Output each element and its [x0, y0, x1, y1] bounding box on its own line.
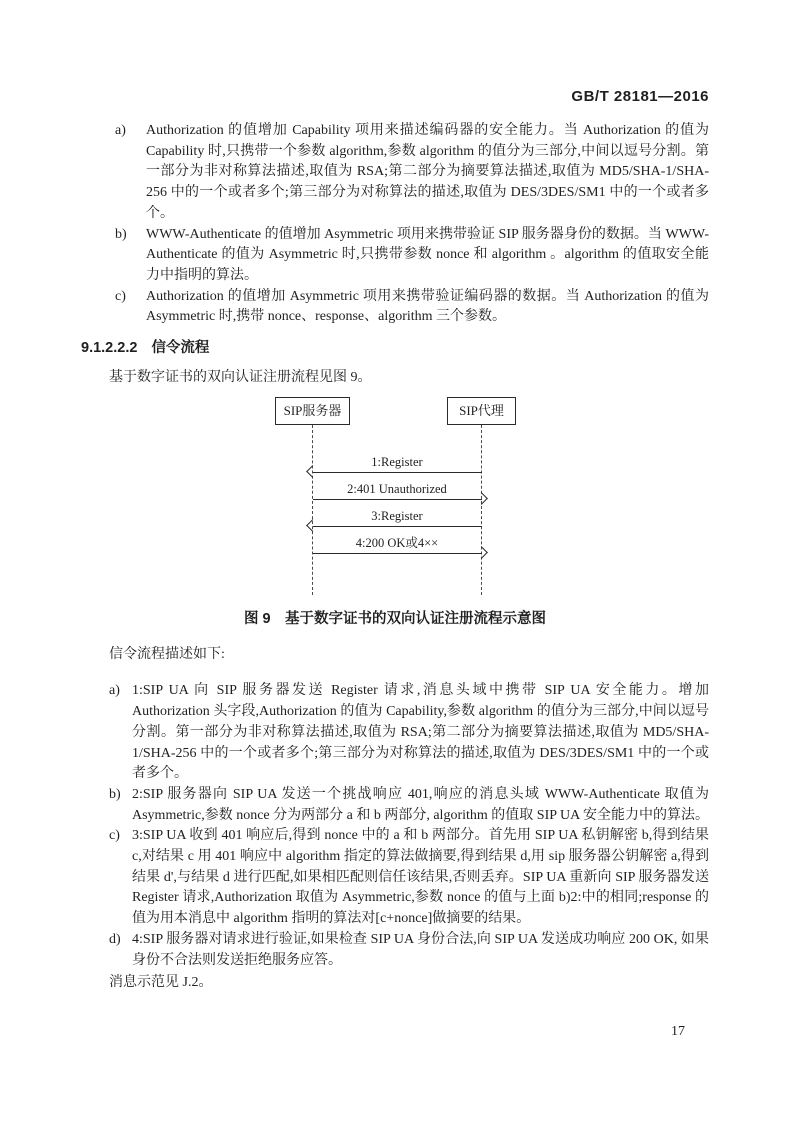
intro-paragraph: 基于数字证书的双向认证注册流程见图 9。	[109, 370, 372, 386]
message-label: 4:200 OK或4××	[355, 535, 439, 550]
list-item	[109, 930, 709, 971]
section-number: 9.1.2.2.2	[81, 340, 138, 357]
figure-caption: 图 9 基于数字证书的双向认证注册流程示意图	[243, 610, 547, 627]
doc-code: GB/T 28181—2016	[571, 88, 709, 105]
item-text: 4:SIP 服务器对请求进行验证,如果检查 SIP UA 身份合法,向 SIP UA 发送成功响应 200 OK, 如果身份不合法则发送拒绝服务应答。	[132, 931, 709, 968]
item-text: 3:SIP UA 收到 401 响应后,得到 nonce 中的 a 和 b 两部分。首先用 SIP UA 私钥解密 b,得到结果 c,对结果 c 用 401 响应中 algorithm 指定的算法做摘要,得到结果 d,用 sip 服务器公钥解密 a,得到结果 d',与结果 d 进行匹配,如果相匹配则信任该结果,否则丢弃。SIP UA 重新向 SIP 服务器发送 Register 请求,Authorization 取值为 Asymmetric,参数 nonce 的值与上面 b)2:中的相同;response 的值为用本消息中 algorithm 指明的算法对[c+nonce]做摘要的结果。	[132, 828, 709, 927]
item-label: a)	[115, 123, 126, 138]
flow-steps-list	[81, 681, 709, 971]
list-item	[115, 225, 709, 287]
item-label: c)	[115, 288, 126, 304]
list-item	[109, 681, 709, 785]
list-item	[109, 785, 709, 826]
list-item	[109, 826, 709, 930]
actor-box-sip-server: SIP服务器	[275, 397, 350, 425]
list-item	[115, 121, 709, 225]
message-line	[313, 472, 482, 473]
item-label: a)	[109, 683, 120, 699]
message-label: 3:Register	[371, 508, 423, 523]
message-label: 2:401 Unauthorized	[347, 481, 447, 496]
item-text: 1:SIP UA 向 SIP 服务器发送 Register 请求,消息头域中携带 SIP UA 安全能力。增加 Authorization 头字段,Authorization 的值为 Capability,参数 algorithm 的值分为三部分,中间以逗号分割。第一部分为非对称算法描述,取值为 RSA;第二部分为摘要算法描述,取值为 MD5/SHA-1/SHA-256 中的一个或者多个;第三部分为对称算法的描述,取值为 DES/3DES/SM1 中的一个或者多个。	[132, 683, 709, 782]
closing-note: 消息示范见 J.2。	[109, 975, 213, 991]
item-label: b)	[109, 786, 121, 802]
message-line	[313, 499, 482, 500]
item-label: d)	[109, 931, 121, 947]
item-text: WWW-Authenticate 的值增加 Asymmetric 项用来携带验证 SIP 服务器身份的数据。当 WWW-Authenticate 的值为 Asymmetric 时,只携带参数 nonce 和 algorithm 。algorithm 的值取安全能力中指明的算法。	[146, 226, 709, 283]
message-line	[313, 526, 482, 527]
security-capability-list	[81, 121, 709, 328]
section-heading	[81, 338, 709, 359]
section-title: 信令流程	[151, 340, 210, 357]
item-label: b)	[115, 226, 127, 242]
item-label: c)	[109, 828, 120, 844]
item-text: 2:SIP 服务器向 SIP UA 发送一个挑战响应 401,响应的消息头域 WWW-Authenticate 取值为 Asymmetric,参数 nonce 分为两部分 a 和 b 两部分, algorithm 的值取 SIP UA 安全能力中的算法。	[132, 786, 709, 823]
page-number: 17	[671, 1024, 685, 1039]
item-text: Authorization 的值增加 Asymmetric 项用来携带验证编码器的数据。当 Authorization 的值为 Asymmetric 时,携带 nonce、response、algorithm 三个参数。	[146, 288, 709, 325]
item-text: Authorization 的值增加 Capability 项用来描述编码器的安全能力。当 Authorization 的值为 Capability 时,只携带一个参数 algorithm,参数 algorithm 的值分为三部分,中间以逗号分割。第一部分为非对称算法描述,取值为 RSA;第二部分为摘要算法描述,取值为 MD5/SHA-1/SHA-256 中的一个或者多个;第三部分为对称算法的描述,取值为 DES/3DES/SM1 中的一个或者多个。	[146, 123, 709, 221]
sequence-diagram	[81, 395, 709, 599]
actor-box-sip-agent: SIP代理	[447, 397, 516, 425]
message-label: 1:Register	[371, 454, 423, 469]
message-line	[313, 553, 482, 554]
list-item	[115, 287, 709, 328]
flow-intro: 信令流程描述如下:	[109, 646, 225, 662]
